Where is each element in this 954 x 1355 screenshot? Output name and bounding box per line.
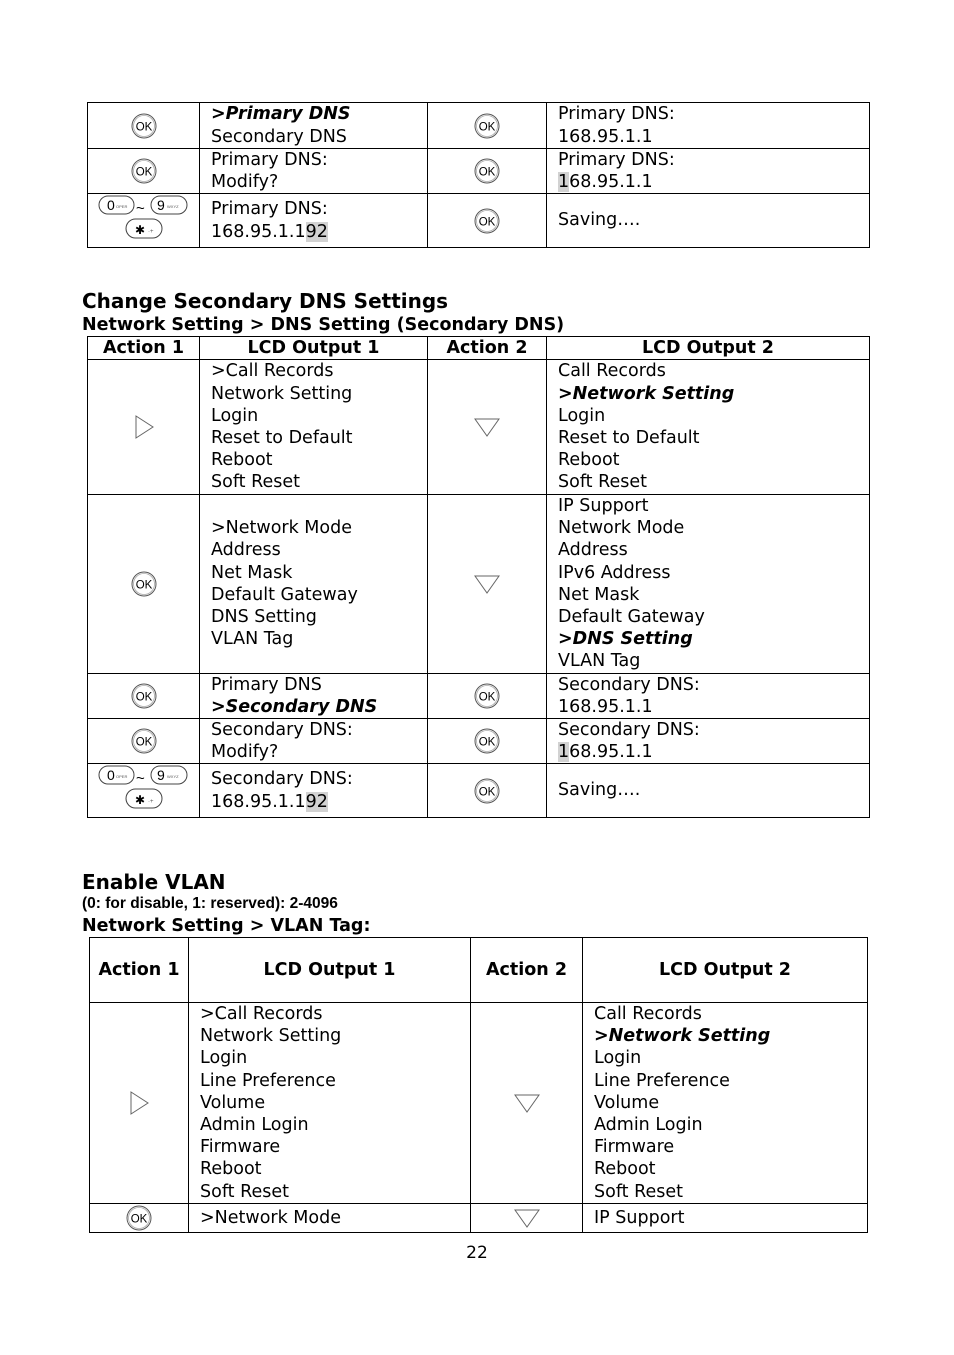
svg-text:OK: OK [478, 736, 496, 749]
header-action-1: Action 1 [88, 337, 200, 360]
action-2-cell [471, 1203, 583, 1232]
lcd-line: Reboot [200, 1159, 262, 1180]
lcd-output-1-cell [200, 495, 428, 674]
lcd-output-1-cell [200, 719, 428, 764]
lcd-line: >Call Records [211, 361, 334, 382]
action-2-cell [428, 673, 547, 718]
action-2-cell [428, 764, 547, 817]
table-row [88, 149, 870, 194]
ok-key-icon [473, 682, 501, 710]
svg-text:✱: ✱ [134, 793, 145, 808]
lcd-line: Secondary DNS: [211, 720, 353, 741]
svg-text:OK: OK [135, 120, 152, 133]
lcd-line: Reset to Default [211, 428, 353, 448]
edit-cursor: 92 [305, 791, 328, 812]
action-1-cell [90, 1203, 189, 1232]
svg-text:OK: OK [135, 166, 152, 179]
lcd-output-2-cell [547, 149, 870, 194]
svg-text:OK: OK [135, 579, 152, 592]
action-1-cell [88, 673, 200, 718]
svg-text:OK: OK [135, 736, 152, 749]
lcd-line: >Network Setting [594, 1026, 771, 1047]
lcd-output-1-cell [200, 194, 428, 247]
lcd-line: Primary DNS: [558, 150, 675, 170]
svg-text:9: 9 [156, 197, 165, 214]
svg-text:OPER: OPER [115, 774, 127, 780]
lcd-line: Address [211, 540, 281, 561]
lcd-line: Reboot [594, 1159, 656, 1180]
numeric-keys-icon [98, 764, 190, 810]
edit-cursor: 1 [558, 742, 570, 763]
lcd-line: >Network Mode [211, 518, 352, 539]
vlan-table [89, 937, 868, 1233]
page-number: 22 [466, 1243, 488, 1263]
table-row [88, 764, 870, 817]
lcd-line: Secondary DNS: [558, 720, 700, 741]
lcd-output-1-cell [200, 673, 428, 718]
header-lcd-output-1: LCD Output 1 [200, 337, 428, 360]
action-1-cell [88, 149, 200, 194]
section-path-vlan: Network Setting > VLAN Tag: [82, 916, 371, 936]
lcd-line: Saving…. [558, 210, 641, 231]
action-2-cell [428, 360, 547, 495]
svg-text:OK: OK [478, 215, 496, 228]
action-1-cell [88, 719, 200, 764]
section-path-secondary-dns: Network Setting > DNS Setting (Secondary DNS) [82, 315, 565, 335]
table-row [90, 1203, 868, 1232]
ok-key-icon [130, 157, 158, 185]
lcd-line: DNS Setting [211, 607, 317, 628]
lcd-line: IP Support [558, 496, 649, 516]
lcd-line: 168.95.1.1 [558, 172, 653, 193]
lcd-line: >DNS Setting [558, 629, 693, 650]
secondary-dns-table [87, 336, 870, 818]
lcd-line: Secondary DNS [211, 126, 347, 147]
lcd-output-2-cell [547, 673, 870, 718]
lcd-line: Reboot [211, 450, 273, 471]
svg-text:OPER: OPER [115, 204, 127, 210]
lcd-line: Line Preference [594, 1070, 730, 1091]
action-1-cell [90, 1003, 189, 1204]
lcd-output-1-cell [200, 103, 428, 149]
down-arrow-icon [513, 1092, 541, 1114]
ok-key-icon [473, 727, 501, 755]
ok-key-icon [130, 112, 158, 140]
action-1-cell [88, 764, 200, 817]
lcd-output-2-cell [547, 719, 870, 764]
section-title-enable-vlan: Enable VLAN [82, 870, 226, 894]
lcd-line: >Secondary DNS [211, 696, 378, 717]
lcd-line: Line Preference [200, 1070, 336, 1091]
action-1-cell [88, 103, 200, 149]
action-2-cell [471, 1003, 583, 1204]
lcd-line: IP Support [594, 1207, 685, 1228]
lcd-line: VLAN Tag [558, 651, 641, 672]
section-title-secondary-dns: Change Secondary DNS Settings [82, 289, 449, 313]
lcd-line: 168.95.1.192 [211, 221, 328, 242]
action-1-cell [88, 360, 200, 495]
header-lcd-output-1: LCD Output 1 [189, 938, 471, 1003]
lcd-line: Network Mode [558, 518, 685, 539]
action-2-cell [428, 719, 547, 764]
lcd-line: Net Mask [211, 562, 293, 583]
lcd-line: VLAN Tag [211, 629, 294, 650]
lcd-line: 168.95.1.1 [558, 742, 653, 763]
table-row [88, 103, 870, 149]
lcd-line: Soft Reset [211, 472, 300, 493]
lcd-line: Volume [594, 1092, 660, 1113]
lcd-line: Net Mask [558, 584, 640, 605]
edit-cursor: 92 [305, 221, 328, 242]
lcd-line: Modify? [211, 172, 279, 193]
lcd-output-2-cell [547, 103, 870, 149]
action-2-cell [428, 194, 547, 247]
lcd-line: Login [558, 405, 606, 426]
table-row [88, 495, 870, 674]
header-action-1-label: Action 1 [98, 959, 180, 980]
action-2-cell [428, 495, 547, 674]
lcd-line: Firmware [594, 1137, 675, 1158]
header-action-2: Action 2 [471, 938, 583, 1003]
header-action-2: Action 2 [428, 337, 547, 360]
table-row [88, 673, 870, 718]
lcd-output-2-cell [583, 1203, 868, 1232]
lcd-line: 168.95.1.192 [211, 791, 328, 812]
lcd-output-2-cell [547, 495, 870, 674]
svg-text:OK: OK [478, 785, 496, 798]
right-arrow-icon [127, 1090, 151, 1116]
lcd-line: Secondary DNS: [211, 769, 353, 790]
ok-key-icon [130, 682, 158, 710]
primary-dns-table [87, 102, 870, 248]
lcd-line: Login [200, 1048, 248, 1069]
lcd-line: Primary DNS: [211, 150, 328, 170]
lcd-output-2-cell [547, 360, 870, 495]
lcd-line: Soft Reset [594, 1181, 683, 1202]
svg-text:0: 0 [106, 767, 115, 784]
action-1-cell [88, 495, 200, 674]
lcd-line: Soft Reset [558, 472, 647, 493]
svg-text:✱: ✱ [134, 223, 145, 238]
lcd-line: Primary DNS: [211, 199, 328, 220]
lcd-output-1-cell [200, 360, 428, 495]
numeric-keys-icon [98, 194, 190, 240]
lcd-output-1-cell [189, 1003, 471, 1204]
ok-key-icon [130, 570, 158, 598]
lcd-line: Default Gateway [211, 584, 358, 605]
table-row [90, 1003, 868, 1204]
lcd-line: Reset to Default [558, 428, 700, 448]
lcd-line: Login [211, 405, 259, 426]
svg-text:~: ~ [135, 770, 145, 788]
table-row [88, 719, 870, 764]
header-action-1 [90, 938, 189, 1003]
lcd-line: Primary DNS: [558, 104, 675, 125]
svg-text:0: 0 [106, 197, 115, 214]
svg-text:·+: ·+ [147, 229, 154, 236]
lcd-line: Address [558, 540, 628, 561]
lcd-output-2-cell [547, 764, 870, 817]
svg-text:~: ~ [135, 200, 145, 218]
lcd-line: Admin Login [200, 1115, 309, 1136]
action-2-cell [428, 103, 547, 149]
svg-text:·+: ·+ [147, 799, 154, 806]
ok-key-icon [473, 777, 501, 805]
svg-text:OK: OK [135, 691, 152, 704]
action-1-cell [88, 194, 200, 247]
action-2-cell [428, 149, 547, 194]
lcd-line: Network Setting [211, 383, 353, 404]
lcd-line: >Primary DNS [211, 104, 351, 125]
svg-text:OK: OK [478, 691, 496, 704]
svg-text:OK: OK [130, 1213, 148, 1226]
lcd-output-2-cell [547, 194, 870, 247]
table-row [88, 360, 870, 495]
lcd-line: >Call Records [200, 1004, 323, 1024]
table-header-row [90, 938, 868, 1003]
lcd-line: 168.95.1.1 [558, 696, 653, 717]
lcd-line: >Network Setting [558, 383, 735, 404]
down-arrow-icon [473, 573, 501, 595]
lcd-line: IPv6 Address [558, 562, 671, 583]
header-lcd-output-2: LCD Output 2 [583, 938, 868, 1003]
lcd-output-2-cell [583, 1003, 868, 1204]
table-header-row [88, 337, 870, 360]
lcd-output-1-cell [200, 764, 428, 817]
svg-text:WXYZ: WXYZ [166, 774, 179, 780]
lcd-line: Call Records [594, 1004, 702, 1024]
lcd-line: Saving…. [558, 780, 641, 801]
down-arrow-icon [473, 416, 501, 438]
lcd-line: Volume [200, 1092, 266, 1113]
ok-key-icon [473, 207, 501, 235]
lcd-line: Reboot [558, 450, 620, 471]
svg-text:OK: OK [478, 166, 496, 179]
lcd-line: Firmware [200, 1137, 281, 1158]
vlan-range-note: (0: for disable, 1: reserved): 2-4096 [82, 895, 338, 912]
ok-key-icon [473, 157, 501, 185]
lcd-line: Modify? [211, 742, 279, 763]
lcd-line: Default Gateway [558, 607, 705, 628]
right-arrow-icon [132, 414, 156, 440]
lcd-line: Network Setting [200, 1026, 342, 1047]
lcd-line: Primary DNS [211, 674, 322, 695]
lcd-output-1-cell [200, 149, 428, 194]
lcd-line: Secondary DNS: [558, 674, 700, 695]
edit-cursor: 1 [558, 172, 570, 193]
ok-key-icon [130, 727, 158, 755]
lcd-line: Call Records [558, 361, 666, 382]
lcd-output-1-cell [189, 1203, 471, 1232]
down-arrow-icon [513, 1207, 541, 1229]
ok-key-icon [473, 112, 501, 140]
svg-text:9: 9 [156, 767, 165, 784]
table-row [88, 194, 870, 247]
svg-text:WXYZ: WXYZ [166, 204, 179, 210]
lcd-line: Login [594, 1048, 642, 1069]
lcd-line: Soft Reset [200, 1181, 289, 1202]
lcd-line: Admin Login [594, 1115, 703, 1136]
header-lcd-output-2: LCD Output 2 [547, 337, 870, 360]
svg-text:OK: OK [478, 120, 496, 133]
lcd-line: 168.95.1.1 [558, 126, 653, 147]
ok-key-icon [125, 1204, 153, 1232]
lcd-line: >Network Mode [200, 1207, 341, 1228]
